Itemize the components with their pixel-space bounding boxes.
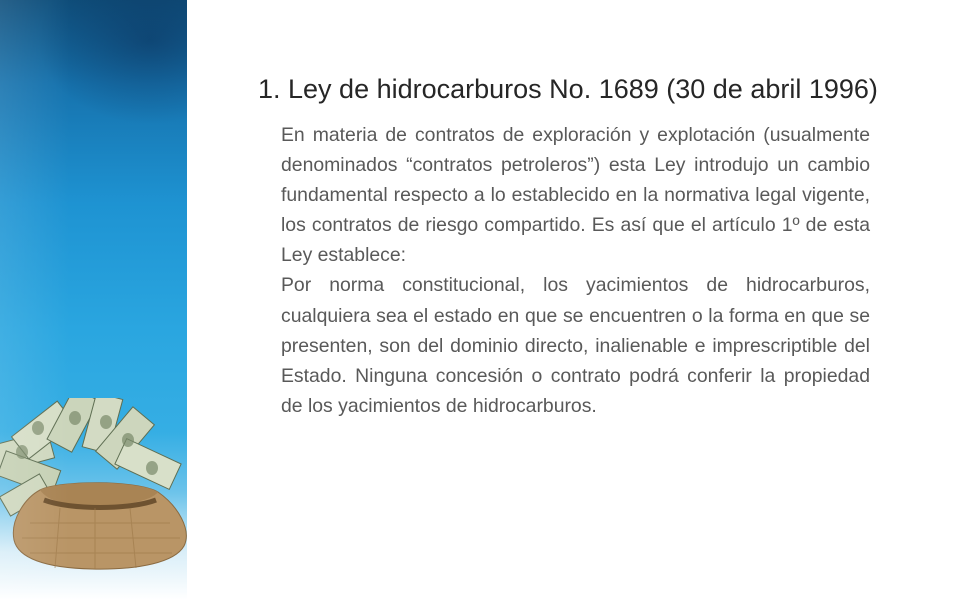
body-text (281, 120, 870, 421)
slide-title: 1. Ley de hidrocarburos No. 1689 (30 de abril 1996) (258, 74, 878, 104)
paragraph-intro: En materia de contratos de exploración y explotación (usualmente denominados “contratos petroleros”) esta Ley introdujo un cambio fundamental respecto a lo establecido en la normativa legal vigente, los contratos de riesgo compartido. Es así que el artículo 1º de esta Ley establece: (281, 124, 870, 267)
side-decoration-panel (0, 0, 187, 600)
money-bag-icon (0, 398, 187, 573)
paragraph-quote: Por norma constitucional, los yacimientos de hidrocarburos, cualquiera sea el estado en que se encuentren o la forma en que se presenten, son del dominio directo, inalienable e imprescriptible del Estado. Ninguna concesión o contrato podrá conferir la propiedad de los yacimientos de hidrocarburos. (281, 274, 870, 417)
